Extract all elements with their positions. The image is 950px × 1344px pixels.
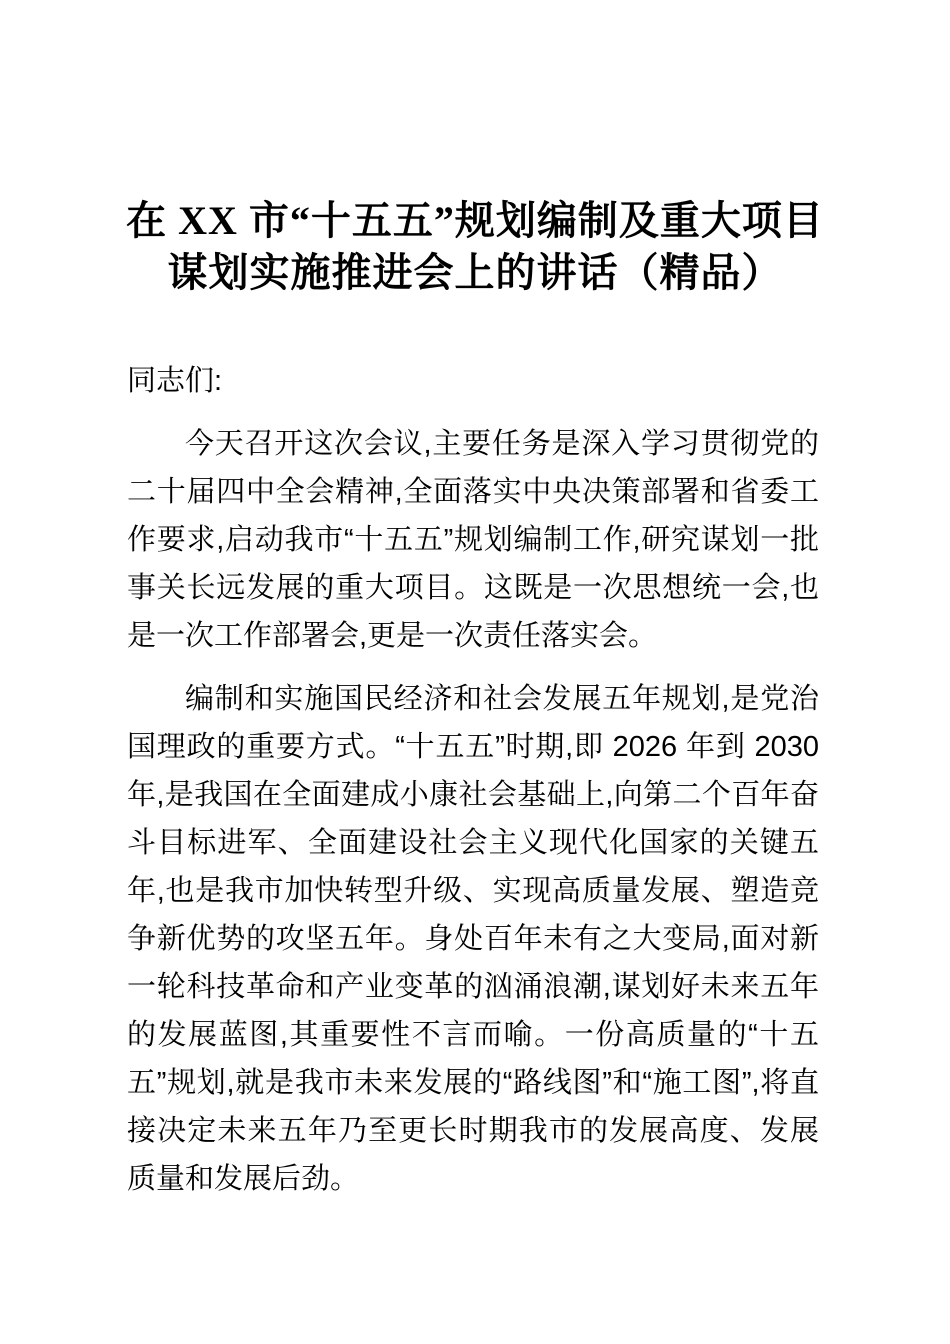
document-title-line-1: 在 XX 市“十五五”规划编制及重大项目 bbox=[126, 198, 824, 243]
salutation: 同志们: bbox=[127, 365, 223, 397]
paragraph-planning-importance: 编制和实施国民经济和社会发展五年规划,是党治国理政的重要方式。“十五五”时期,即 2026 年到 2030 年,是我国在全面建成小康社会基础上,向第二个百年奋斗目标进军、全面建设社会主义现代化国家的关键五年,也是我市加快转型升级、实现高质量发展、塑造竞争新优势的攻坚五年。身处百年未有之大变局,面对新一轮科技革命和产业变革的汹涌浪潮,谋划好未来五年的发展蓝图,其重要性不言而喻。一份高质量的“十五五”规划,就是我市未来发展的“路线图”和“施工图”,将直接决定未来五年乃至更长时期我市的发展高度、发展质量和发展后劲。 bbox=[127, 683, 819, 1195]
document-body bbox=[127, 357, 819, 1203]
document-title-line-2: 谋划实施推进会上的讲话（精品） bbox=[167, 250, 783, 295]
document-title bbox=[0, 0, 950, 299]
paragraph-opening: 今天召开这次会议,主要任务是深入学习贯彻党的二十届四中全会精神,全面落实中央决策部署和省委工作要求,启动我市“十五五”规划编制工作,研究谋划一批事关长远发展的重大项目。这既是一次思想统一会,也是一次工作部署会,更是一次责任落实会。 bbox=[127, 428, 819, 652]
